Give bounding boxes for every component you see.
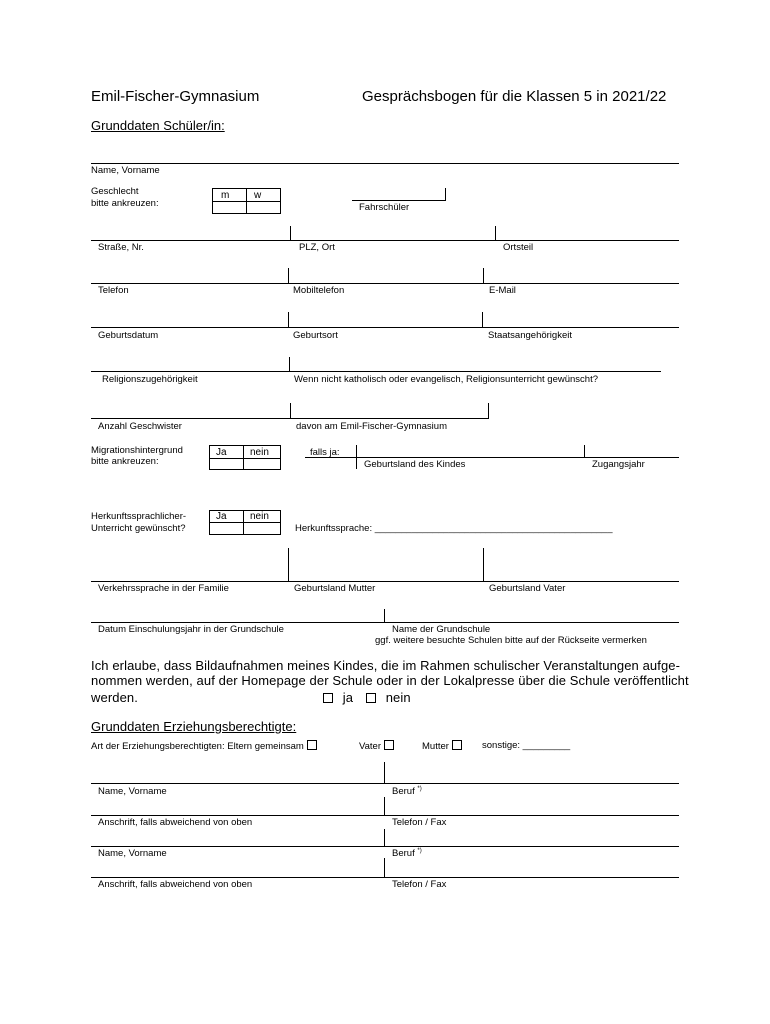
divider: [91, 815, 679, 816]
email-field[interactable]: [484, 268, 679, 282]
migration-no-checkbox[interactable]: [244, 459, 280, 469]
guardian-type-option-mother[interactable]: [422, 740, 462, 752]
origin-lang-yes-checkbox[interactable]: [210, 523, 242, 534]
father-country-label: Geburtsland Vater: [489, 583, 566, 594]
consent-line-1: Ich erlaube, dass Bildaufnahmen meines Kindes, die im Rahmen schulischer Veranstaltungen aufge-: [91, 658, 681, 673]
guardian-type-label: Art der Erziehungsberechtigten: Eltern gemeinsam: [91, 741, 304, 752]
migration-yes-label: Ja: [216, 447, 227, 458]
phone-label: Telefon: [98, 285, 129, 296]
child-country-label: Geburtsland des Kindes: [364, 459, 466, 470]
migration-no-label: nein: [250, 447, 269, 458]
guardian-type-option-father[interactable]: [359, 740, 394, 752]
divider: [91, 877, 679, 878]
checkbox-icon[interactable]: [452, 740, 462, 750]
mother-country-label: Geburtsland Mutter: [294, 583, 376, 594]
guardian1-name-field[interactable]: [91, 764, 383, 782]
email-label: E-Mail: [489, 285, 516, 296]
bus-label: Fahrschüler: [359, 202, 410, 213]
divider: [91, 327, 679, 328]
district-field[interactable]: [496, 226, 679, 240]
guardian-other-field[interactable]: sonstige: _________: [482, 740, 571, 751]
family-language-label: Verkehrssprache in der Familie: [98, 583, 229, 594]
migration-yes-checkbox[interactable]: [210, 459, 242, 469]
siblings-field[interactable]: [91, 403, 289, 417]
origin-lang-question: Unterricht gewünscht?: [91, 523, 186, 534]
guardian2-phone-label: Telefon / Fax: [392, 879, 447, 890]
gender-w-label: w: [254, 190, 262, 201]
divider: [91, 783, 679, 784]
arrival-year-label: Zugangsjahr: [592, 459, 645, 470]
gender-w-checkbox[interactable]: [247, 202, 280, 213]
siblings-school-field[interactable]: [291, 403, 487, 417]
family-language-field[interactable]: [91, 550, 287, 580]
mobile-label: Mobiltelefon: [293, 285, 345, 296]
school-name: Emil-Fischer-Gymnasium: [91, 88, 260, 105]
enrollment-field[interactable]: [91, 608, 383, 622]
origin-lang-label: Herkunftssprachlicher-: [91, 511, 187, 522]
nationality-label: Staatsangehörigkeit: [488, 330, 572, 341]
guardian1-address-label: Anschrift, falls abweichend von oben: [98, 817, 253, 828]
migration-label: Migrationshintergrund: [91, 445, 183, 456]
guardian2-job-label: [392, 848, 422, 859]
guardian2-address-label: Anschrift, falls abweichend von oben: [98, 879, 253, 890]
phone-field[interactable]: [91, 268, 287, 282]
religion-class-field[interactable]: [290, 357, 661, 371]
gender-m-label: m: [221, 190, 230, 201]
guardian-father-label: Vater: [359, 741, 382, 752]
birthdate-label: Geburtsdatum: [98, 330, 159, 341]
footnote-mark: *): [417, 848, 422, 854]
father-country-field[interactable]: [484, 550, 679, 580]
mother-country-field[interactable]: [289, 550, 482, 580]
guardian1-name-label: Name, Vorname: [98, 786, 167, 797]
checkbox-icon[interactable]: [323, 693, 333, 703]
guardian2-job-field[interactable]: [385, 831, 679, 845]
street-field[interactable]: [91, 226, 289, 240]
zip-label: PLZ, Ort: [299, 242, 335, 253]
divider: [91, 418, 488, 419]
divider: [488, 403, 489, 419]
checkbox-icon[interactable]: [307, 740, 317, 750]
guardian2-phone-field[interactable]: [385, 861, 679, 875]
consent-no-option[interactable]: [363, 690, 411, 705]
consent-no-label: nein: [385, 690, 411, 705]
religion-question: Wenn nicht katholisch oder evangelisch, Religionsunterricht gewünscht?: [294, 374, 598, 385]
arrival-year-field[interactable]: [585, 444, 679, 457]
guardian2-address-field[interactable]: [91, 861, 383, 875]
origin-language-field[interactable]: Herkunftssprache: _____________________________________________: [295, 523, 613, 534]
guardian-section-title: Grunddaten Erziehungsberechtigte:: [91, 719, 297, 734]
religion-label: Religionszugehörigkeit: [102, 374, 198, 385]
divider: [91, 240, 679, 241]
guardian1-job-field[interactable]: [385, 764, 679, 782]
origin-lang-yes-label: Ja: [216, 511, 227, 522]
guardian1-job-label: [392, 786, 422, 797]
divider: [91, 622, 679, 623]
origin-lang-no-checkbox[interactable]: [244, 523, 280, 534]
divider: [91, 581, 679, 582]
if-yes-label: falls ja:: [310, 447, 340, 458]
divider: [91, 371, 661, 372]
child-country-field[interactable]: [357, 444, 583, 457]
zip-city-field[interactable]: [291, 226, 494, 240]
guardian1-phone-field[interactable]: [385, 799, 679, 813]
guardian2-name-field[interactable]: [91, 831, 383, 845]
guardian2-name-label: Name, Vorname: [98, 848, 167, 859]
consent-yes-option[interactable]: [320, 690, 353, 705]
checkbox-icon[interactable]: [366, 693, 376, 703]
divider: [445, 188, 446, 201]
origin-lang-no-label: nein: [250, 511, 269, 522]
divider: [91, 846, 679, 847]
consent-line-2: nommen werden, auf der Homepage der Schule oder in der Lokalpresse über die Schule veröffentlicht: [91, 673, 689, 688]
divider: [91, 283, 679, 284]
guardian2-job-text: Beruf: [392, 848, 415, 860]
street-label: Straße, Nr.: [98, 242, 144, 253]
checkbox-icon[interactable]: [384, 740, 394, 750]
guardian-type-option-parents[interactable]: [91, 740, 317, 752]
divider: [305, 457, 679, 458]
siblings-label: Anzahl Geschwister: [98, 421, 182, 432]
name-field[interactable]: [91, 149, 679, 163]
religion-field[interactable]: [91, 357, 288, 371]
name-label: Name, Vorname: [91, 165, 160, 176]
guardian1-address-field[interactable]: [91, 799, 383, 813]
student-section-title: Grunddaten Schüler/in:: [91, 118, 225, 133]
divider: [91, 163, 679, 164]
footnote-mark: *): [417, 786, 422, 792]
enrollment-label: Datum Einschulungsjahr in der Grundschule: [98, 624, 284, 635]
birthdate-field[interactable]: [91, 312, 287, 326]
siblings-school-label: davon am Emil-Fischer-Gymnasium: [296, 421, 447, 432]
primary-school-note: ggf. weitere besuchte Schulen bitte auf der Rückseite vermerken: [375, 635, 647, 646]
guardian1-phone-label: Telefon / Fax: [392, 817, 447, 828]
consent-yes-label: ja: [342, 690, 354, 705]
primary-school-field[interactable]: [385, 608, 679, 622]
guardian-mother-label: Mutter: [422, 741, 449, 752]
nationality-field[interactable]: [483, 312, 679, 326]
form-title: Gesprächsbogen für die Klassen 5 in 2021/22: [362, 88, 667, 105]
divider: [352, 200, 445, 201]
guardian1-job-text: Beruf: [392, 786, 415, 798]
gender-m-checkbox[interactable]: [213, 202, 245, 213]
birthplace-field[interactable]: [289, 312, 481, 326]
district-label: Ortsteil: [503, 242, 534, 253]
gender-label: Geschlecht: [91, 186, 139, 197]
primary-school-label: Name der Grundschule: [392, 624, 491, 635]
consent-line-3: werden.: [91, 690, 138, 705]
migration-hint: bitte ankreuzen:: [91, 456, 159, 467]
gender-hint: bitte ankreuzen:: [91, 198, 159, 209]
birthplace-label: Geburtsort: [293, 330, 338, 341]
mobile-field[interactable]: [289, 268, 482, 282]
